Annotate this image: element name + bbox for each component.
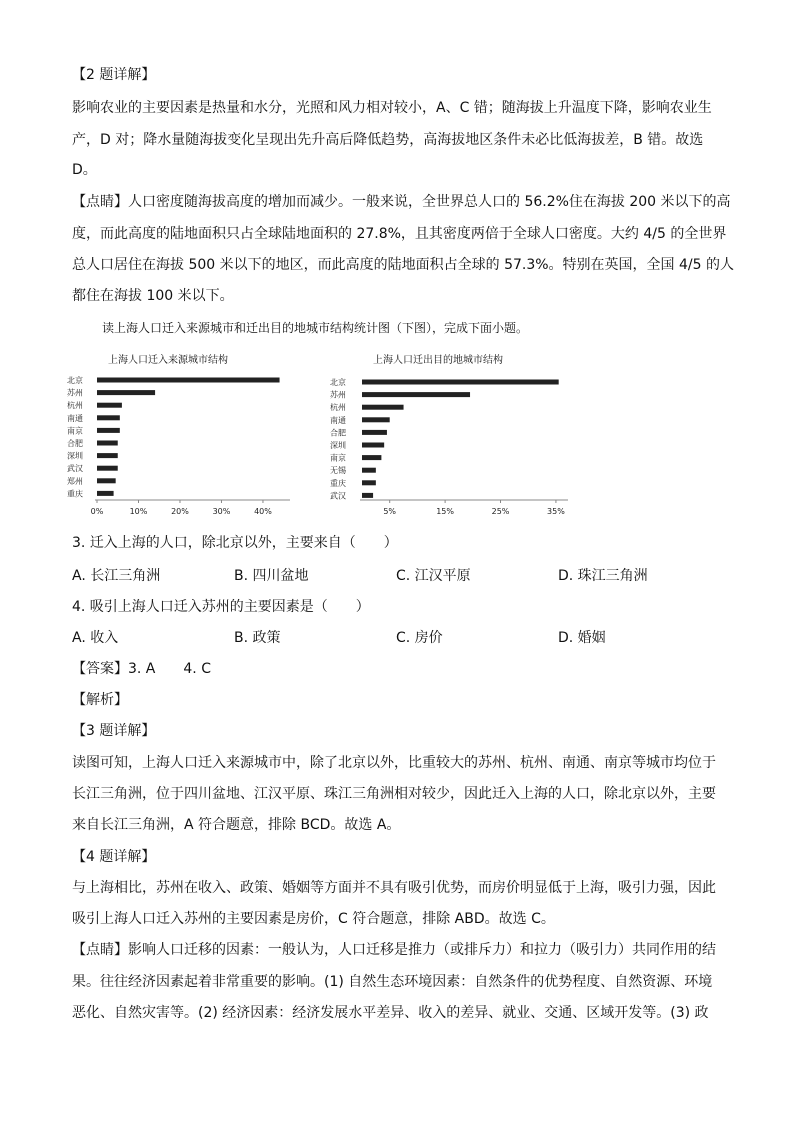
paragraph-line: 影响农业的主要因素是热量和水分，光照和风力相对较小，A、C 错；随海拔上升温度下降，影响农业生 (72, 100, 712, 116)
category-label: 深圳 (330, 441, 346, 450)
x-tick-label: 15% (436, 507, 454, 516)
q4-option-b[interactable]: B. 政策 (234, 630, 281, 646)
category-label: 郑州 (67, 476, 83, 486)
bar (97, 453, 118, 458)
x-tick-label: 30% (212, 507, 231, 516)
question-3-stem: 3. 迁入上海的人口，除北京以外，主要来自（ ） (72, 535, 398, 551)
category-label: 重庆 (67, 489, 83, 499)
tip-line: 都住在海拔 100 米以下。 (72, 288, 234, 304)
category-label: 南京 (67, 426, 83, 436)
category-label: 北京 (330, 378, 346, 387)
x-tick-label: 40% (254, 507, 272, 516)
x-tick-label: 20% (171, 507, 189, 516)
paragraph-line: 长江三角洲，位于四川盆地、江汉平原、珠江三角洲相对较少，因此迁入上海的人口，除北京以外，主要 (72, 786, 716, 802)
x-tick-label: 25% (491, 507, 510, 516)
q3-option-c[interactable]: C. 江汉平原 (396, 568, 471, 584)
x-tick-label: 0% (90, 507, 104, 516)
category-label: 苏州 (67, 388, 83, 398)
category-label: 苏州 (330, 390, 346, 400)
tip-line: 总人口居住在海拔 500 米以下的地区，而此高度的陆地面积占全球的 57.3%。特别在英国，全国 4/5 的人 (72, 257, 734, 273)
paragraph-line: 读图可知，上海人口迁入来源城市中，除了北京以外，比重较大的苏州、杭州、南通、南京等城市均位于 (72, 755, 716, 771)
q3-option-b[interactable]: B. 四川盆地 (234, 568, 309, 584)
category-label: 合肥 (67, 439, 83, 448)
q4-option-a[interactable]: A. 收入 (72, 630, 119, 646)
bar (362, 405, 404, 410)
bar (362, 443, 384, 448)
category-label: 南京 (330, 453, 346, 463)
category-label: 武汉 (330, 491, 346, 501)
category-label: 南通 (330, 415, 346, 425)
bar (362, 480, 376, 485)
bar (97, 478, 116, 483)
bar (97, 390, 155, 395)
bar (362, 417, 390, 422)
bar (362, 455, 381, 460)
bar (362, 380, 559, 385)
bar (97, 466, 118, 471)
q3-option-a[interactable]: A. 长江三角洲 (72, 568, 161, 584)
section-header-q4: 【4 题详解】 (72, 849, 156, 865)
x-tick-label: 5% (383, 507, 397, 516)
bar (97, 415, 120, 420)
bar (362, 430, 387, 435)
category-label: 杭州 (330, 403, 346, 413)
x-tick-label: 10% (129, 507, 148, 516)
chart-left-title: 上海人口迁入来源城市结构 (108, 355, 228, 366)
question-4-stem: 4. 吸引上海人口迁入苏州的主要因素是（ ） (72, 599, 370, 615)
q4-option-d[interactable]: D. 婚姻 (558, 630, 606, 646)
intro-text: 读上海人口迁入来源城市和迁出目的地城市结构统计图（下图），完成下面小题。 (102, 321, 529, 335)
category-label: 无锡 (330, 466, 346, 476)
category-label: 深圳 (67, 451, 83, 461)
bar (362, 493, 373, 498)
chart-right-title: 上海人口迁出目的地城市结构 (373, 355, 503, 366)
category-label: 武汉 (67, 464, 83, 474)
bar (97, 491, 114, 496)
paragraph-line: D。 (72, 162, 97, 178)
paragraph-line: 与上海相比，苏州在收入、政策、婚姻等方面并不具有吸引优势，而房价明显低于上海，吸引力强，因此 (72, 880, 716, 896)
q3-option-d[interactable]: D. 珠江三角洲 (558, 568, 648, 584)
paragraph-line: 来自长江三角洲，A 符合题意，排除 BCD。故选 A。 (72, 817, 401, 833)
bar (97, 378, 280, 383)
tip-line: 果。往往经济因素起着非常重要的影响。(1) 自然生态环境因素：自然条件的优势程度、自然资源、环境 (72, 974, 713, 990)
section-header-q3: 【3 题详解】 (72, 723, 156, 739)
chart-right (328, 370, 568, 522)
analysis-header: 【解析】 (72, 692, 128, 708)
bar (97, 428, 120, 433)
bar (97, 441, 118, 446)
tip-line: 【点睛】人口密度随海拔高度的增加而减少。一般来说，全世界总人口的 56.2%住在海拔 200 米以下的高 (72, 194, 731, 210)
category-label: 合肥 (330, 428, 346, 438)
answer-line: 【答案】3. A 4. C (72, 661, 211, 677)
category-label: 杭州 (67, 401, 83, 411)
chart-left (65, 370, 290, 522)
q4-option-c[interactable]: C. 房价 (396, 630, 443, 646)
bar (362, 392, 470, 397)
x-tick-label: 35% (547, 507, 565, 516)
category-label: 南通 (67, 413, 83, 423)
tip-line: 【点睛】影响人口迁移的因素：一般认为，人口迁移是推力（或排斥力）和拉力（吸引力）共同作用的结 (72, 942, 716, 958)
category-label: 北京 (67, 376, 83, 385)
section-header-q2: 【2 题详解】 (72, 67, 156, 83)
paragraph-line: 产，D 对；降水量随海拔变化呈现出先升高后降低趋势，高海拔地区条件未必比低海拔差，B 错。故选 (72, 132, 704, 148)
bar (97, 403, 122, 408)
bar (362, 468, 376, 473)
tip-line: 恶化、自然灾害等。(2) 经济因素：经济发展水平差异、收入的差异、就业、交通、区域开发等。(3) 政 (72, 1005, 709, 1021)
paragraph-line: 吸引上海人口迁入苏州的主要因素是房价，C 符合题意，排除 ABD。故选 C。 (72, 911, 555, 927)
tip-line: 度，而此高度的陆地面积只占全球陆地面积的 27.8%，且其密度两倍于全球人口密度。大约 4/5 的全世界 (72, 226, 727, 242)
category-label: 重庆 (330, 478, 346, 488)
